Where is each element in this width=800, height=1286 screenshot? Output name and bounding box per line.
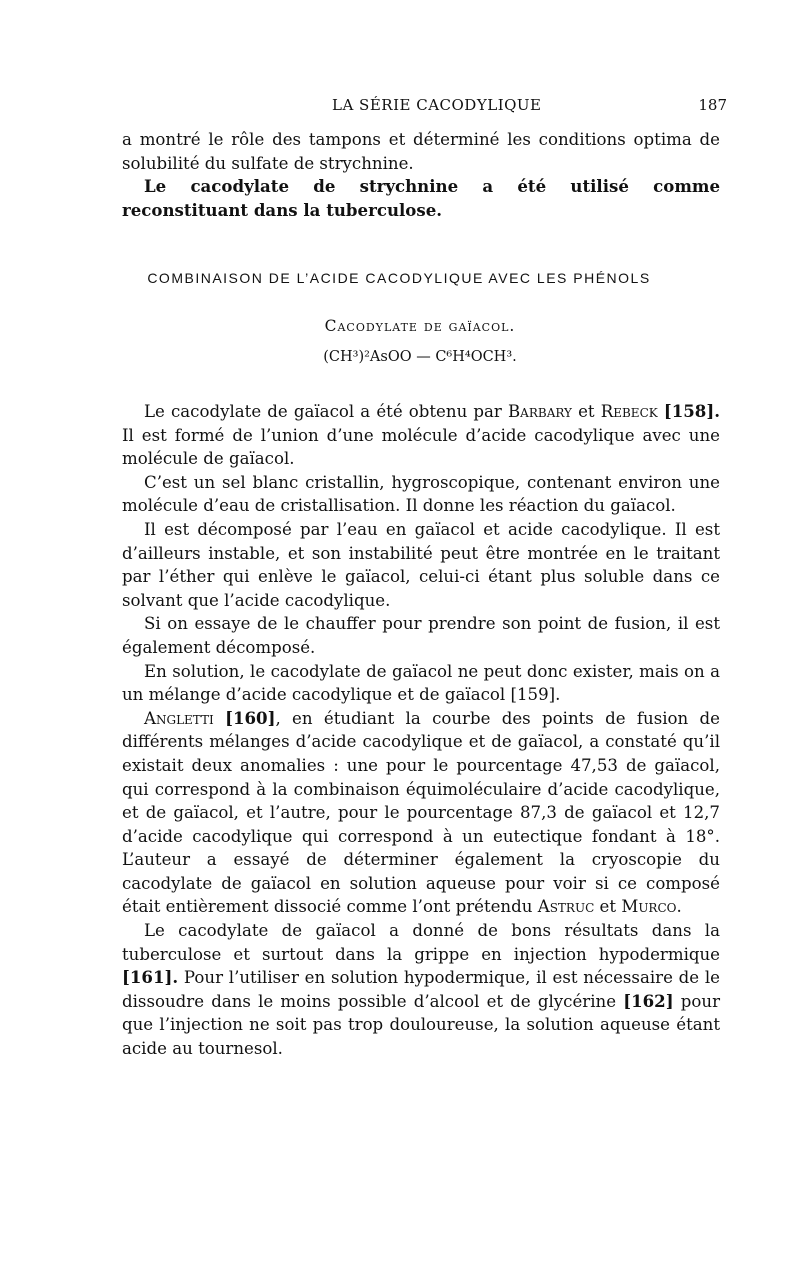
paragraph-5 bbox=[122, 660, 720, 707]
paragraph-7 bbox=[122, 919, 720, 1061]
chemical-formula: (CH³)²AsOO — C⁶H⁴OCH³. bbox=[323, 349, 517, 365]
p6-and: et bbox=[599, 897, 617, 917]
page-number: 187 bbox=[698, 96, 727, 114]
paragraph-6 bbox=[122, 707, 720, 919]
reference-158: [158]. bbox=[663, 401, 720, 421]
paragraph-4: Si on essaye de le chauffer pour prendre son point de fusion, il est également décomposé. bbox=[122, 614, 720, 657]
p1-and: et bbox=[578, 402, 595, 421]
paragraph-continuation: a montré le rôle des tampons et déterminé les conditions optima de solubilité du sulfate de strychnine. bbox=[122, 130, 720, 173]
main-text-block bbox=[122, 400, 720, 1061]
p1-text-b: Il est formé de l’union d’une molécule d’acide cacodylique avec une molécule de gaïacol. bbox=[122, 425, 720, 469]
paragraph-2: C’est un sel blanc cristallin, hygroscopique, contenant environ une molécule d’eau de cristallisation. Il donne les réaction du gaïacol. bbox=[122, 472, 720, 516]
p5-text: En solution, le cacodylate de gaïacol ne peut donc exister, mais on a un mélange d’acide cacodylique et de gaïacol bbox=[122, 661, 720, 705]
p6-text: , en étudiant la courbe des points de fusion de différents mélanges d’acide cacodylique et de gaïacol, a constaté qu’il existait deux anomalies : une pour le pourcentage 47,53 de gaïacol, qui correspond à la combinaison équimoléculaire d’acide cacodylique, et de gaïacol, et l’autre, pour le pourcentage 87,3 de gaïacol et 12,7 d’acide cacodylique qui correspond à un eutectique fondant à 18°. L’auteur a essayé de déterminer également la cryoscopie du cacodylate de gaïacol en solution aqueuse pour voir si ce composé était entièrement dissocié comme l’ont prétendu bbox=[122, 708, 720, 917]
reference-160: [160] bbox=[225, 707, 276, 728]
author-astruc: Astruc bbox=[537, 897, 595, 917]
p7-text-b: Pour l’utiliser en solution hypodermique, il est nécessaire de le dissoudre dans le moins possible d’alcool et de glycérine bbox=[122, 968, 720, 1011]
subheading: Cacodylate de gaïacol. bbox=[324, 317, 516, 335]
reference-162: [162] bbox=[623, 990, 674, 1011]
reference-161: [161]. bbox=[122, 967, 179, 988]
p7-text: Le cacodylate de gaïacol a donné de bons résultats dans la tuberculose et surtout dans la grippe en injection hypodermique bbox=[122, 921, 720, 964]
paragraph-3: Il est décomposé par l’eau en gaïacol et acide cacodylique. Il est d’ailleurs instable, et son instabilité peut être montrée en le traitant par l’éther qui enlève le gaïacol, celui-ci étant plus soluble dans ce solvant que l’acide cacodylique. bbox=[122, 519, 720, 610]
p7-text-c: pour que l’injection ne soit pas trop douloureuse, la solution aqueuse étant acide au tournesol. bbox=[122, 991, 720, 1059]
paragraph-strychnine: Le cacodylate de strychnine a été utilisé comme reconstituant dans la tuberculose. bbox=[122, 176, 720, 220]
reference-159: [159]. bbox=[510, 685, 561, 705]
running-title: LA SÉRIE CACODYLIQUE bbox=[332, 96, 542, 114]
running-head bbox=[100, 96, 727, 120]
paragraph-1 bbox=[122, 400, 720, 471]
top-text-block bbox=[122, 128, 720, 222]
author-angletti: Angletti bbox=[144, 708, 214, 728]
p1-text: Le cacodylate de gaïacol a été obtenu par bbox=[144, 402, 502, 421]
author-barbary: Barbary bbox=[507, 402, 572, 421]
author-rebeck: Rebeck bbox=[600, 402, 658, 421]
author-murco: Murco. bbox=[621, 897, 682, 917]
section-heading: COMBINAISON DE L’ACIDE CACODYLIQUE AVEC LES PHÉNOLS bbox=[147, 270, 651, 286]
